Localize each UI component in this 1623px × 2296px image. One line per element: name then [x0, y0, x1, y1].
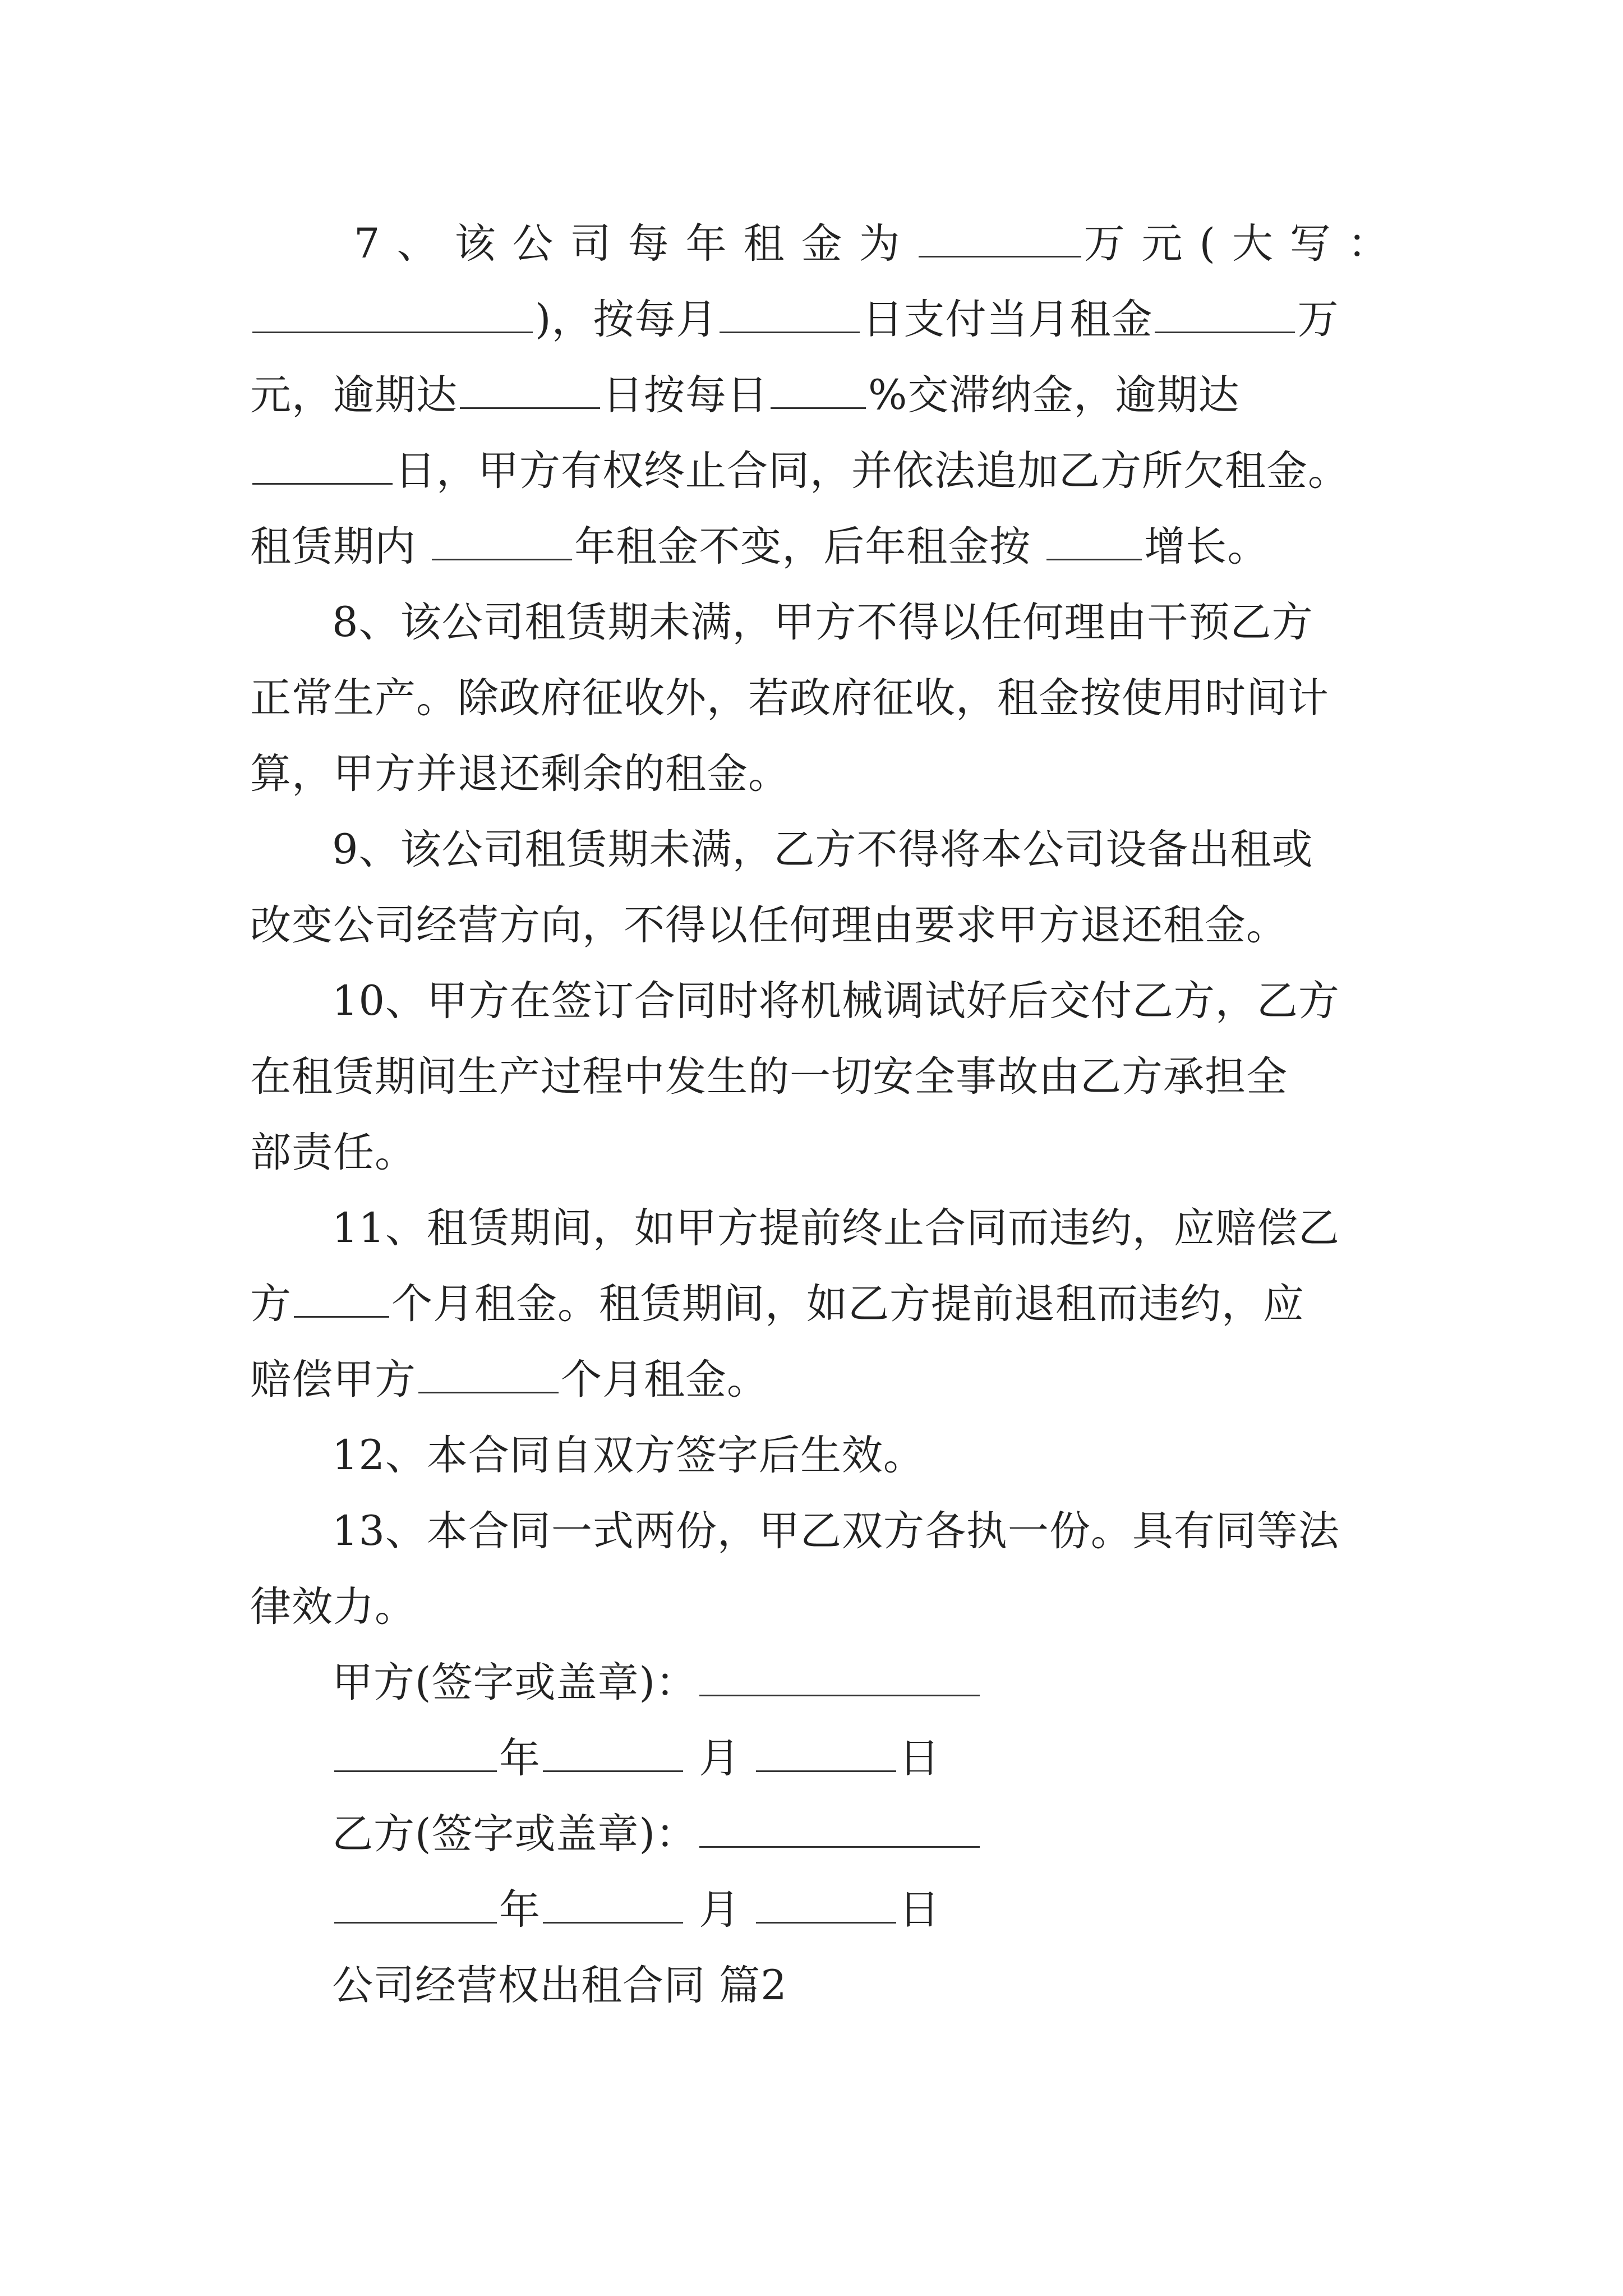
- clause-9-line-2: 改变公司经营方向，不得以任何理由要求甲方退还租金。: [250, 901, 1288, 949]
- blank-pay-day[interactable]: [720, 297, 860, 333]
- party-a-day-field[interactable]: [756, 1736, 896, 1772]
- party-b-date-line: 年 月 日: [332, 1882, 940, 1938]
- clause-11-line-3: 赔偿甲方 个月租金。: [250, 1356, 768, 1404]
- party-b-signature-line: 乙方(签字或盖章)：: [332, 1806, 982, 1862]
- clause-10-line-3: 部责任。: [250, 1129, 416, 1176]
- blank-monthly-rent[interactable]: [1155, 297, 1295, 333]
- blank-amount-capital[interactable]: [252, 297, 533, 333]
- party-a-date-line: 年 月 日: [332, 1731, 940, 1787]
- clause-8-line-1: 8、该公司租赁期未满，甲方不得以任何理由干预乙方: [332, 599, 1313, 646]
- blank-party-a-penalty-months[interactable]: [294, 1281, 389, 1318]
- section-heading: 公司经营权出租合同 篇2: [332, 1962, 787, 2009]
- party-a-month-field[interactable]: [543, 1736, 683, 1772]
- blank-growth-rate[interactable]: [1046, 524, 1142, 560]
- party-b-year-field[interactable]: [334, 1887, 497, 1924]
- blank-party-b-penalty-months[interactable]: [418, 1357, 559, 1393]
- clause-8-line-3: 算，甲方并退还剩余的租金。: [250, 750, 790, 798]
- blank-annual-rent[interactable]: [919, 221, 1081, 257]
- clause-11-line-2: 方 个月租金。租赁期间，如乙方提前退租而违约，应: [250, 1280, 1304, 1328]
- clause-7-line-3: 元，逾期达 日按每日 %交滞纳金，逾期达: [250, 371, 1240, 419]
- party-b-day-field[interactable]: [756, 1887, 896, 1924]
- clause-10-line-1: 10、甲方在签订合同时将机械调试好后交付乙方，乙方: [332, 977, 1340, 1025]
- clause-13-line-2: 律效力。: [250, 1583, 416, 1631]
- clause-12-line-1: 12、本合同自双方签字后生效。: [332, 1432, 925, 1479]
- party-a-signature-line: 甲方(签字或盖章)：: [332, 1655, 982, 1711]
- clause-7-line-4: 日，甲方有权终止合同，并依法追加乙方所欠租金。: [250, 443, 1349, 499]
- party-a-signature-field[interactable]: [699, 1660, 980, 1696]
- clause-7-line-5: 租赁期内 年租金不变，后年租金按 增长。: [250, 523, 1269, 570]
- clause-7-line-1: 7、该公司每年租金为 万元(大写：: [354, 220, 1405, 268]
- clause-7-line-2: )，按每月 日支付当月租金 万: [250, 292, 1339, 348]
- blank-fixed-years[interactable]: [432, 524, 572, 560]
- party-a-year-field[interactable]: [334, 1736, 497, 1772]
- clause-10-line-2: 在租赁期间生产过程中发生的一切安全事故由乙方承担全: [250, 1053, 1288, 1101]
- clause-13-line-1: 13、本合同一式两份，甲乙双方各执一份。具有同等法: [332, 1507, 1340, 1555]
- clause-8-line-2: 正常生产。除政府征收外，若政府征收，租金按使用时间计: [250, 674, 1329, 722]
- party-b-signature-field[interactable]: [699, 1811, 980, 1848]
- blank-termination-days[interactable]: [252, 448, 393, 485]
- clause-11-line-1: 11、租赁期间，如甲方提前终止合同而违约，应赔偿乙: [332, 1204, 1340, 1252]
- party-b-month-field[interactable]: [543, 1887, 683, 1924]
- blank-overdue-days[interactable]: [460, 372, 600, 409]
- blank-late-fee-percent[interactable]: [771, 372, 866, 409]
- clause-9-line-1: 9、该公司租赁期未满，乙方不得将本公司设备出租或: [332, 826, 1313, 873]
